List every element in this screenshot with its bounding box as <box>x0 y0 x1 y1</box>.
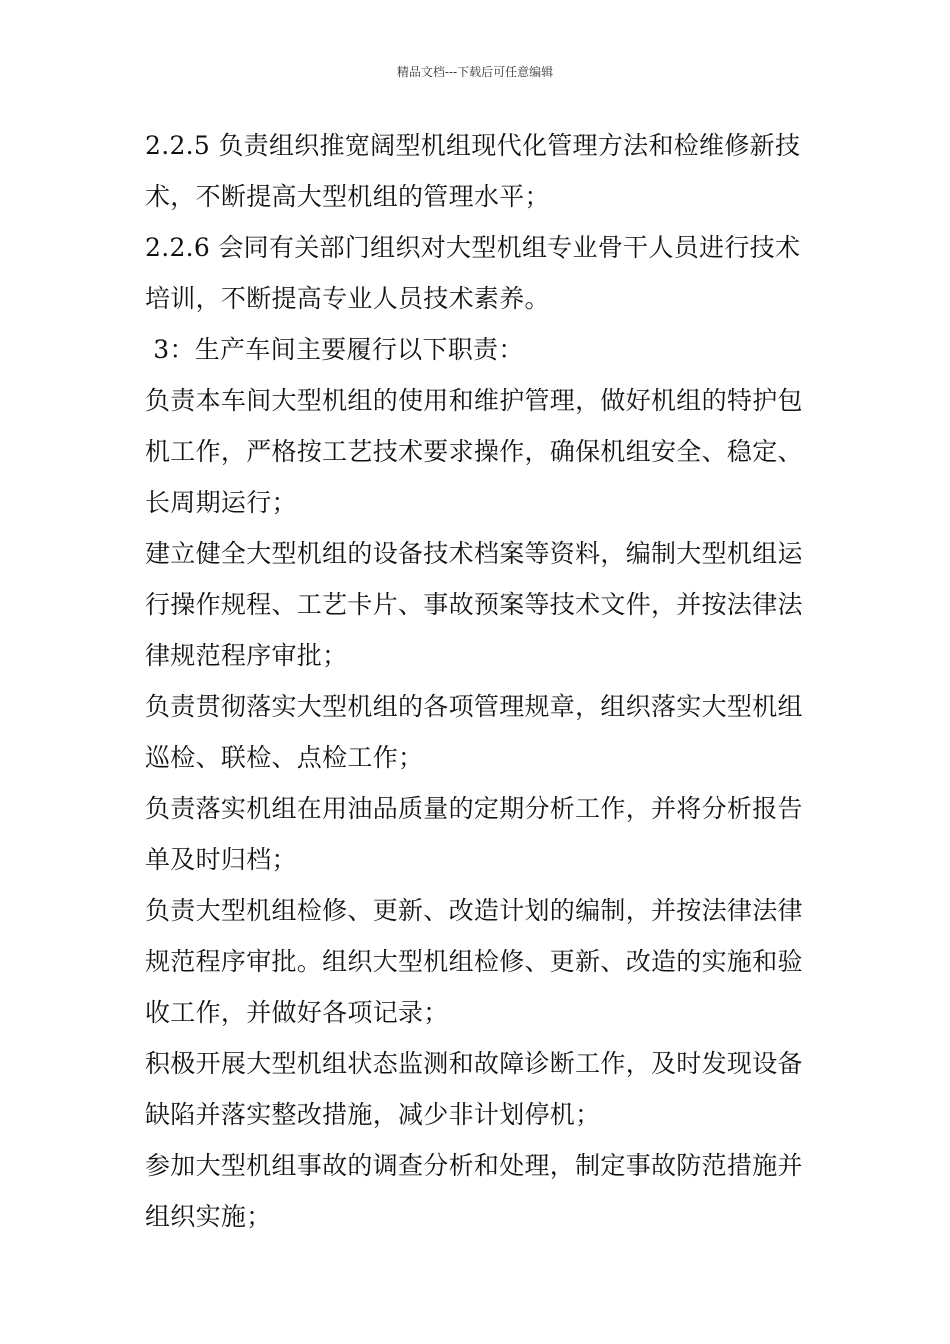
page-header: 精品文档---下载后可任意编辑 <box>396 65 554 79</box>
paragraph-duty-6: 积极开展大型机组状态监测和故障诊断工作，及时发现设备缺陷并落实整改措施，减少非计划停机； <box>145 1049 803 1129</box>
document-body <box>145 120 810 1242</box>
paragraph-2-2-6: 2.2.6 会同有关部门组织对大型机组专业骨干人员进行技术培训，不断提高专业人员技术素养。 <box>145 233 801 313</box>
paragraph-duty-4: 负责落实机组在用油品质量的定期分析工作，并将分析报告单及时归档； <box>145 794 803 874</box>
section-heading-3: 3：生产车间主要履行以下职责： <box>145 335 524 364</box>
paragraph-2-2-5: 2.2.5 负责组织推宽阔型机组现代化管理方法和检维修新技术，不断提高大型机组的管理水平； <box>145 131 801 211</box>
paragraph-duty-7: 参加大型机组事故的调查分析和处理，制定事故防范措施并组织实施； <box>145 1151 803 1231</box>
paragraph-duty-5: 负责大型机组检修、更新、改造计划的编制，并按法律法律规范程序审批。组织大型机组检修、更新、改造的实施和验收工作，并做好各项记录； <box>145 896 803 1027</box>
paragraph-duty-2: 建立健全大型机组的设备技术档案等资料，编制大型机组运行操作规程、工艺卡片、事故预案等技术文件，并按法律法律规范程序审批； <box>145 539 803 670</box>
paragraph-duty-1: 负责本车间大型机组的使用和维护管理，做好机组的特护包机工作，严格按工艺技术要求操作，确保机组安全、稳定、长周期运行； <box>145 386 803 517</box>
paragraph-duty-3: 负责贯彻落实大型机组的各项管理规章，组织落实大型机组巡检、联检、点检工作； <box>145 692 803 772</box>
